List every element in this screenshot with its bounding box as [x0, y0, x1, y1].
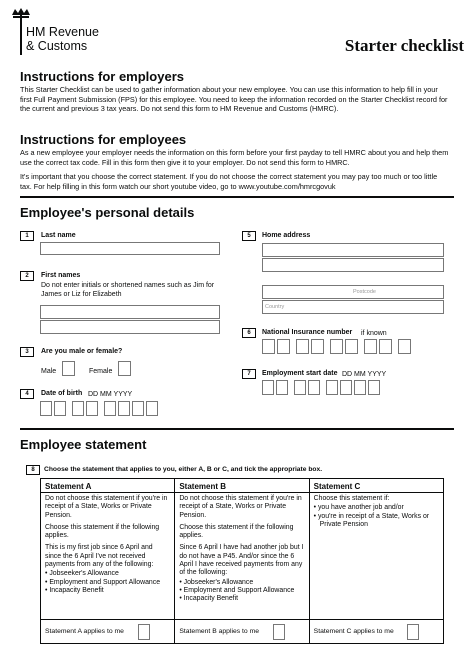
org-name-line2: & Customs [26, 39, 88, 53]
statement-table [40, 478, 444, 644]
statement-b-bullet: • Jobseeker's Allowance [179, 578, 254, 586]
statement-a-checkbox[interactable] [138, 624, 150, 640]
dob-digit-box[interactable] [104, 401, 116, 416]
start-digit-box[interactable] [326, 380, 338, 395]
statement-b-bullet: • Employment and Support Allowance [179, 586, 295, 594]
statement-a-text: Choose this statement if the following applies. [45, 523, 160, 540]
ni-number-suffix: if known [361, 330, 387, 337]
employees-heading: Instructions for employees [20, 132, 187, 147]
statement-c-bullet: • you're in receipt of a State, Works or Private Pension [313, 512, 430, 528]
country-placeholder: Country [265, 304, 285, 310]
first-names-input-1[interactable] [40, 305, 220, 319]
postcode-input[interactable] [262, 285, 444, 299]
ni-digit-box[interactable] [296, 339, 309, 354]
home-address-label: Home address [262, 232, 311, 239]
logo-bar [20, 11, 22, 55]
statement-a-text: This is my first job since 6 April and since the 6 April I've not received payments from any of the following: [45, 544, 154, 569]
start-digit-box[interactable] [354, 380, 366, 395]
statement-b-text: Do not choose this statement if you're in receipt of a State, Works or Private Pension. [179, 495, 302, 519]
female-label: Female [89, 368, 113, 375]
start-digit-box[interactable] [308, 380, 320, 395]
start-digit-box[interactable] [294, 380, 306, 395]
statement-c-bullet: • you have another job and/or [313, 504, 404, 512]
male-checkbox[interactable] [62, 361, 75, 376]
question-1-number: 1 [20, 231, 34, 241]
question-7-number: 7 [242, 369, 256, 379]
date-of-birth-format: DD MM YYYY [88, 391, 133, 398]
question-8-number: 8 [26, 465, 40, 475]
statement-b-text: Choose this statement if the following applies. [179, 523, 294, 540]
ni-digit-box[interactable] [398, 339, 411, 354]
ni-digit-box[interactable] [364, 339, 377, 354]
statement-c-column [310, 479, 443, 643]
date-of-birth-label: Date of birth [41, 390, 83, 397]
dob-digit-box[interactable] [72, 401, 84, 416]
start-date-format: DD MM YYYY [342, 371, 387, 378]
statement-a-heading: Statement A [41, 479, 174, 493]
section-divider [20, 428, 454, 430]
hmrc-logo [10, 7, 120, 55]
female-checkbox[interactable] [118, 361, 131, 376]
ni-digit-box[interactable] [262, 339, 275, 354]
last-name-input[interactable] [40, 242, 220, 255]
question-3-number: 3 [20, 347, 34, 357]
statement-b-column [175, 479, 309, 643]
question-4-number: 4 [20, 389, 34, 399]
ni-number-label: National Insurance number [262, 329, 353, 336]
address-line-1[interactable] [262, 243, 444, 257]
statement-c-applies-label: Statement C applies to me [313, 628, 394, 635]
personal-details-heading: Employee's personal details [20, 205, 195, 220]
statement-c-heading: Statement C [310, 479, 443, 493]
org-name-line1: HM Revenue [26, 25, 99, 39]
dob-digit-box[interactable] [146, 401, 158, 416]
page-title: Starter checklist [344, 36, 464, 55]
country-input[interactable] [262, 300, 444, 314]
first-names-note: Do not enter initials or shortened names such as Jim for James or Liz for Elizabeth [41, 282, 215, 298]
statement-b-heading: Statement B [175, 479, 308, 493]
question-6-number: 6 [242, 328, 256, 338]
employers-heading: Instructions for employers [20, 69, 184, 84]
question-2-number: 2 [20, 271, 34, 281]
section-divider [20, 196, 454, 198]
address-line-2[interactable] [262, 258, 444, 272]
dob-digit-box[interactable] [118, 401, 130, 416]
dob-digit-box[interactable] [86, 401, 98, 416]
statement-b-checkbox[interactable] [273, 624, 285, 640]
employers-instructions: This Starter Checklist can be used to gather information about your new employee. You can use this information to help fill in your first Full Payment Submission (FPS) for this employee. You need to keep the information recorded on the Starter Checklist record for the current and previous 3 tax years. Do not send this form to HM Revenue and Customs (HMRC). [20, 85, 448, 113]
date-of-birth-boxes[interactable] [40, 401, 158, 416]
statement-a-applies-label: Statement A applies to me [45, 628, 124, 635]
start-digit-box[interactable] [276, 380, 288, 395]
start-digit-box[interactable] [368, 380, 380, 395]
dob-digit-box[interactable] [40, 401, 52, 416]
start-date-label: Employment start date [262, 370, 338, 377]
male-label: Male [41, 368, 57, 375]
first-names-label: First names [41, 272, 81, 279]
last-name-label: Last name [41, 232, 76, 239]
ni-digit-box[interactable] [277, 339, 290, 354]
ni-digit-box[interactable] [311, 339, 324, 354]
statement-c-checkbox[interactable] [407, 624, 419, 640]
statement-a-bullet: • Incapacity Benefit [45, 586, 104, 594]
ni-digit-box[interactable] [345, 339, 358, 354]
start-date-boxes[interactable] [262, 380, 380, 395]
dob-digit-box[interactable] [132, 401, 144, 416]
statement-b-text: Since 6 April I have had another job but I do not have a P45. And/or since the 6 April I have received payments from any of the following: [179, 544, 304, 577]
start-digit-box[interactable] [262, 380, 274, 395]
employees-instructions-2: It's important that you choose the correct statement. If you do not choose the correct statement you may pay too much or too little tax. For help filling in this form watch our short youtube video, go to www.youtube.com/hmrcgovuk [20, 172, 438, 191]
dob-digit-box[interactable] [54, 401, 66, 416]
ni-digit-box[interactable] [330, 339, 343, 354]
question-5-number: 5 [242, 231, 256, 241]
statement-a-bullet: • Jobseeker's Allowance [45, 570, 119, 578]
start-digit-box[interactable] [340, 380, 352, 395]
statement-a-bullet: • Employment and Support Allowance [45, 578, 161, 586]
employee-statement-heading: Employee statement [20, 437, 147, 452]
employees-instructions-1: As a new employee your employer needs the information on this form before your first payday to tell HMRC about you and help them use the correct tax code. Fill in this form then give it to your employer. Do not send this form to HMRC. [20, 148, 449, 167]
statement-a-column [41, 479, 175, 643]
ni-number-boxes[interactable] [262, 339, 411, 354]
statement-a-text: Do not choose this statement if you're in receipt of a State, Works or Private Pension. [45, 495, 168, 519]
postcode-placeholder: Postcode [353, 289, 376, 295]
first-names-input-2[interactable] [40, 320, 220, 334]
gender-label: Are you male or female? [41, 348, 123, 355]
statement-instruction: Choose the statement that applies to you, either A, B or C, and tick the appropriate box. [44, 466, 323, 473]
ni-digit-box[interactable] [379, 339, 392, 354]
statement-b-applies-label: Statement B applies to me [179, 628, 260, 635]
statement-c-text: Choose this statement if: [313, 495, 390, 502]
statement-b-bullet: • Incapacity Benefit [179, 595, 239, 603]
